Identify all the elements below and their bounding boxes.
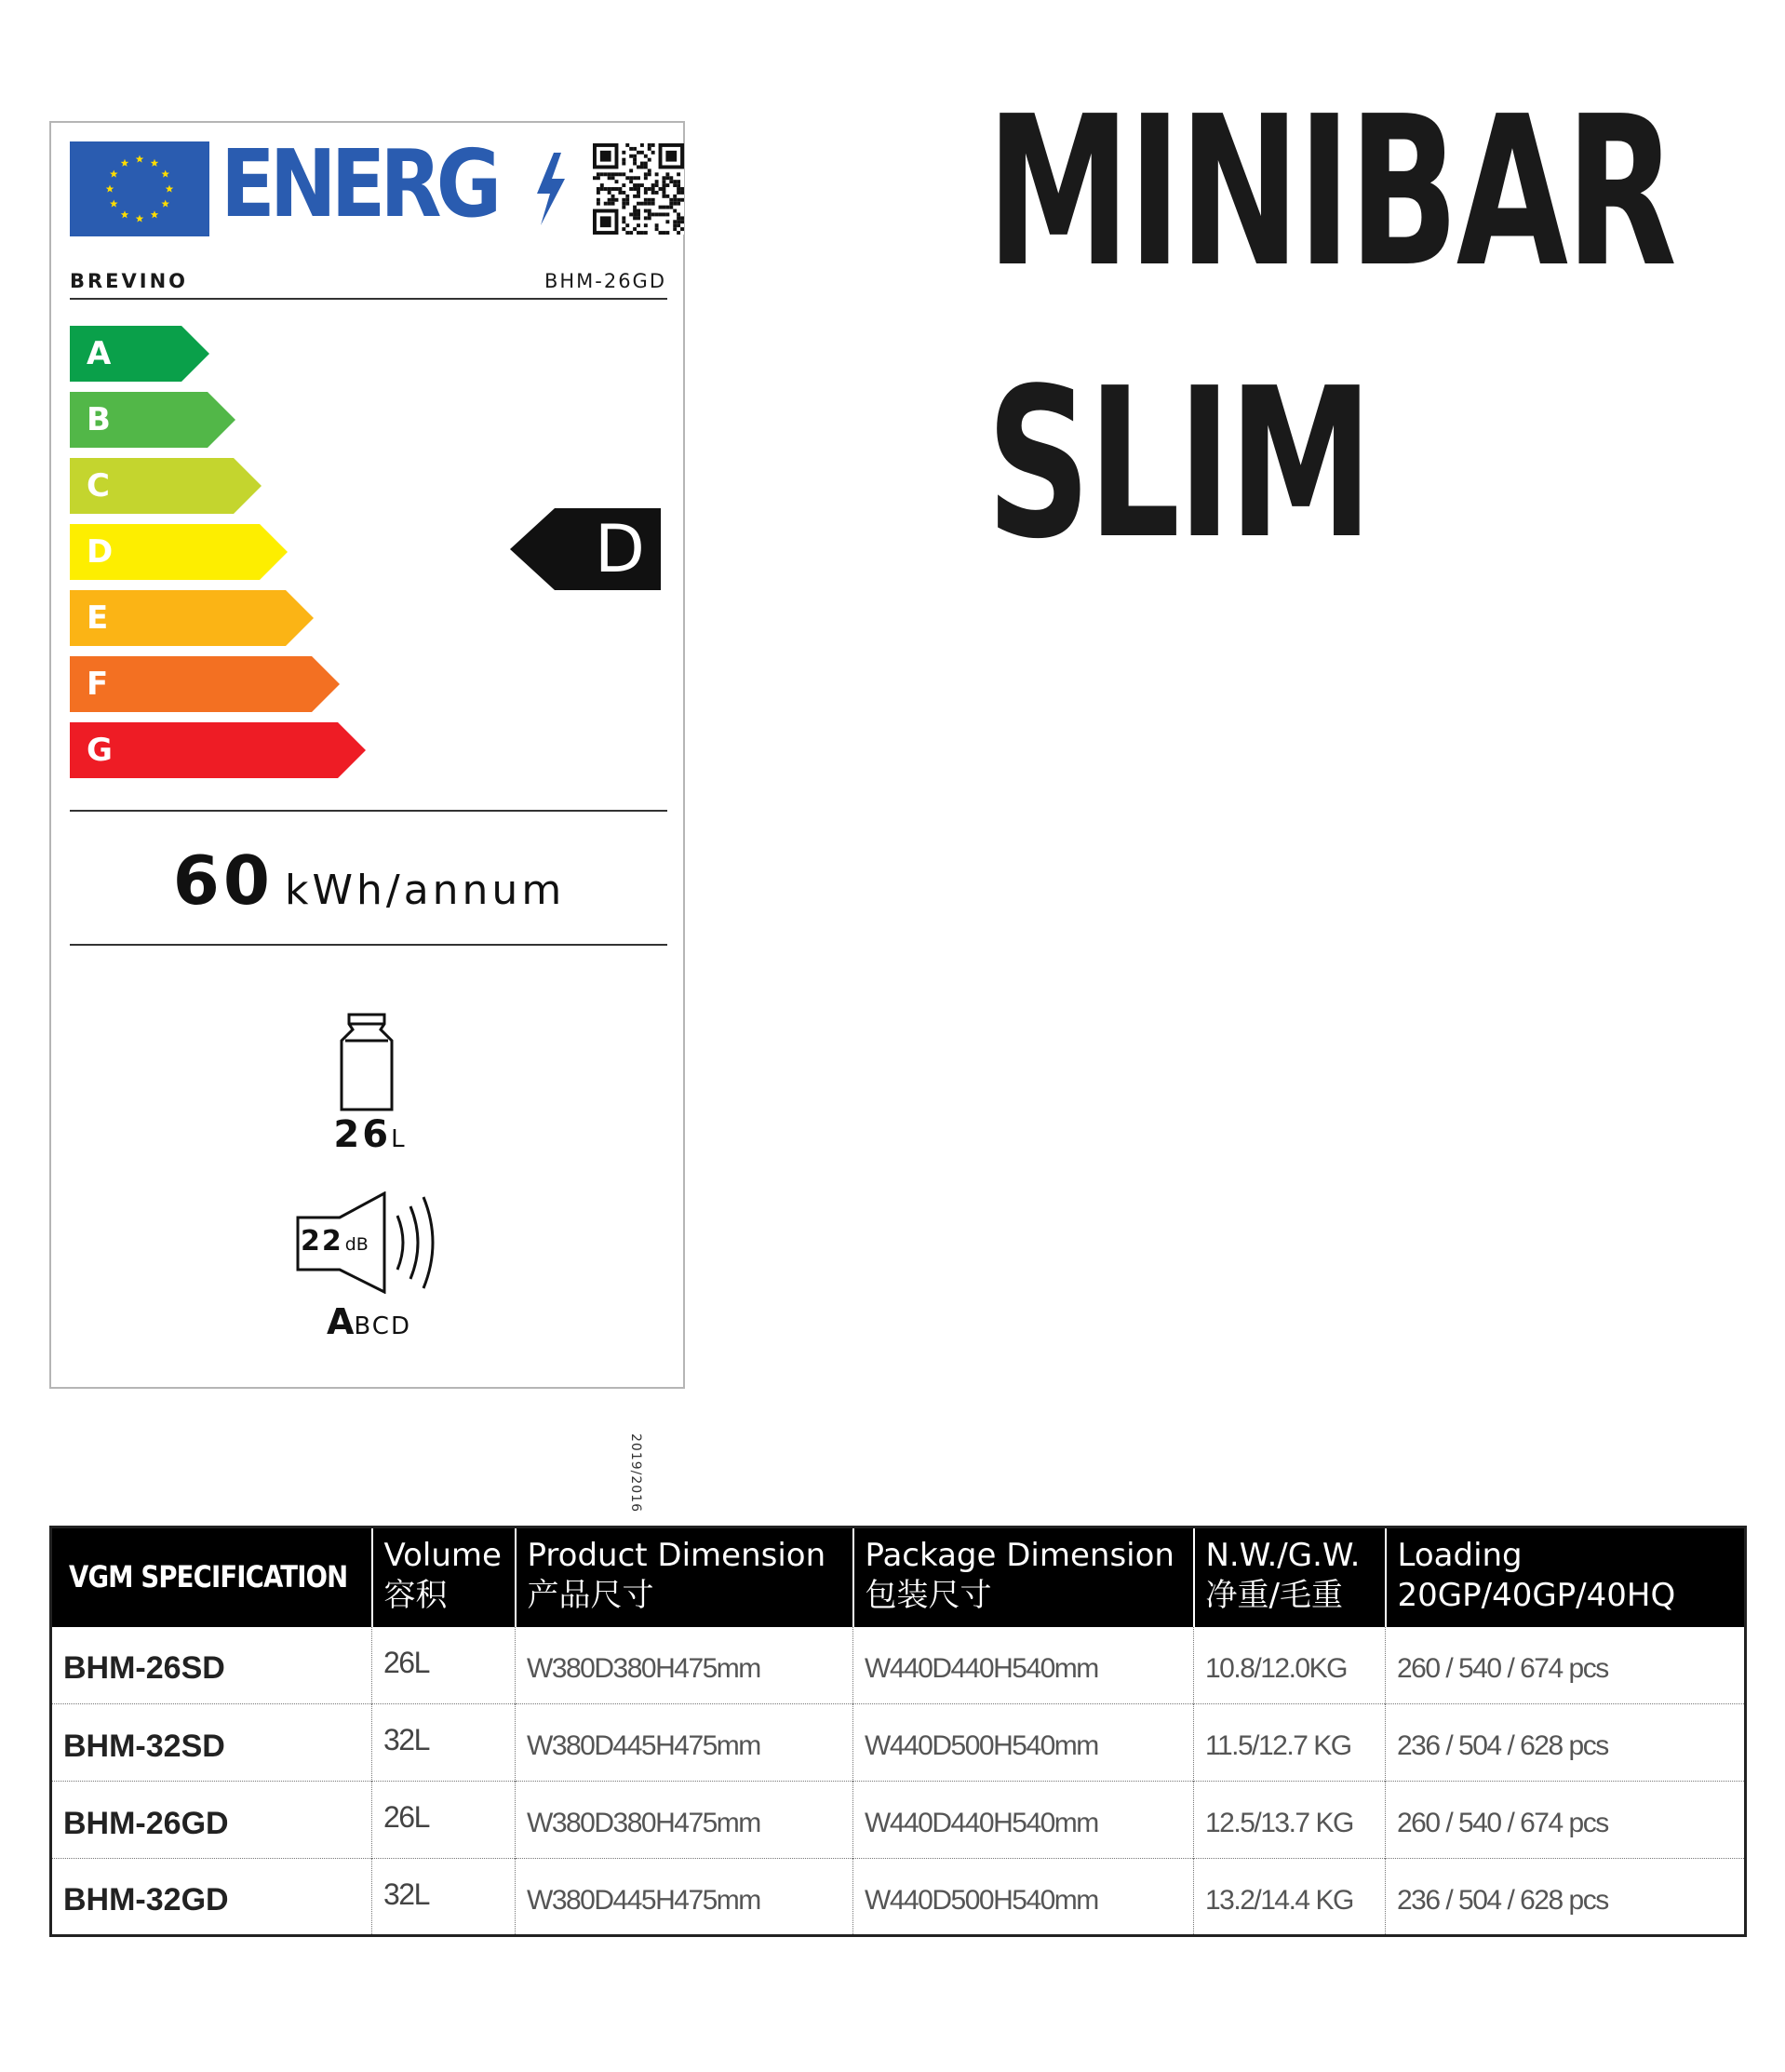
cell-product-dimension: W380D380H475mm — [516, 1782, 853, 1859]
table-row — [51, 1627, 1746, 1704]
capacity-value: 26 — [333, 1113, 392, 1156]
cell-package-dimension: W440D500H540mm — [853, 1859, 1194, 1936]
cell-weight: 13.2/14.4 KG — [1194, 1859, 1386, 1936]
divider — [70, 298, 667, 300]
energy-label-header — [70, 129, 667, 238]
noise-class — [51, 1301, 687, 1342]
table-row — [51, 1782, 1746, 1859]
cell-weight: 10.8/12.0KG — [1194, 1627, 1386, 1704]
header-weight: N.W./G.W. 净重/毛重 — [1194, 1527, 1386, 1627]
cell-volume: 26L — [372, 1782, 516, 1859]
energy-class-label-c: C — [87, 467, 110, 505]
noise-unit: dB — [344, 1234, 369, 1255]
energy-class-label-b: B — [87, 401, 111, 438]
cell-volume: 32L — [372, 1704, 516, 1782]
table-row — [51, 1859, 1746, 1936]
cell-volume: 32L — [372, 1859, 516, 1936]
noise-class-current: A — [327, 1301, 355, 1342]
cell-model: BHM-32SD — [51, 1704, 372, 1782]
spec-table — [49, 1526, 1747, 1937]
annual-consumption — [51, 841, 687, 920]
cell-weight: 11.5/12.7 KG — [1194, 1704, 1386, 1782]
energy-title: ENERG — [221, 129, 497, 238]
lightning-bolt-icon — [533, 153, 567, 225]
qr-code-icon — [593, 143, 684, 235]
capacity-unit: L — [391, 1125, 405, 1153]
model-code: BHM-26GD — [544, 270, 666, 292]
header-product-dimension: Product Dimension 产品尺寸 — [516, 1527, 853, 1627]
cell-model: BHM-32GD — [51, 1859, 372, 1936]
table-row — [51, 1704, 1746, 1782]
header-volume: Volume 容积 — [372, 1527, 516, 1627]
cell-loading: 236 / 504 / 628 pcs — [1386, 1704, 1746, 1782]
product-title-line-1: MINIBAR — [986, 73, 1675, 313]
energy-class-label-f: F — [87, 666, 109, 703]
cell-product-dimension: W380D445H475mm — [516, 1859, 853, 1936]
spec-table-header — [51, 1527, 1746, 1627]
cell-package-dimension: W440D440H540mm — [853, 1627, 1194, 1704]
consumption-value: 60 — [172, 841, 274, 920]
energy-class-label-a: A — [87, 335, 112, 372]
energy-class-label-d: D — [87, 533, 114, 571]
header-package-dimension: Package Dimension 包装尺寸 — [853, 1527, 1194, 1627]
cell-product-dimension: W380D380H475mm — [516, 1627, 853, 1704]
noise-value: 22 — [301, 1225, 343, 1258]
cell-model: BHM-26SD — [63, 1650, 225, 1687]
header-vgm-specification: VGM SPECIFICATION — [51, 1527, 372, 1627]
header-loading: Loading 20GP/40GP/40HQ — [1386, 1527, 1746, 1627]
energy-class-label-e: E — [87, 599, 109, 637]
brand-name: BREVINO — [70, 270, 189, 292]
energy-rating-indicator — [510, 508, 661, 590]
bottle-icon — [340, 1013, 394, 1111]
cell-loading: 260 / 540 / 674 pcs — [1386, 1782, 1746, 1859]
energy-class-label-g: G — [87, 732, 113, 769]
rating-letter: D — [595, 511, 645, 587]
noise-class-others: BCD — [354, 1312, 411, 1340]
energy-class-arrow-f — [70, 656, 340, 712]
cell-product-dimension: W380D445H475mm — [516, 1704, 853, 1782]
divider — [70, 810, 667, 812]
energy-class-arrow-g — [70, 722, 366, 778]
cell-package-dimension: W440D500H540mm — [853, 1704, 1194, 1782]
noise-level — [301, 1225, 369, 1258]
regulation-number: 2019/2016 — [628, 1433, 643, 1513]
cell-weight: 12.5/13.7 KG — [1194, 1782, 1386, 1859]
eu-flag-icon — [70, 141, 209, 236]
cell-model: BHM-26GD — [51, 1782, 372, 1859]
energy-label — [49, 121, 685, 1513]
capacity — [51, 1113, 687, 1156]
product-title-line-2: SLIM — [986, 344, 1371, 585]
cell-loading: 260 / 540 / 674 pcs — [1386, 1627, 1746, 1704]
cell-volume: 26L — [372, 1627, 516, 1704]
divider — [70, 944, 667, 946]
energy-class-scale — [70, 326, 498, 769]
consumption-unit: kWh/annum — [285, 867, 566, 914]
energy-class-arrows — [70, 326, 498, 707]
noise-emission — [295, 1191, 453, 1294]
cell-loading: 236 / 504 / 628 pcs — [1386, 1859, 1746, 1936]
cell-package-dimension: W440D440H540mm — [853, 1782, 1194, 1859]
